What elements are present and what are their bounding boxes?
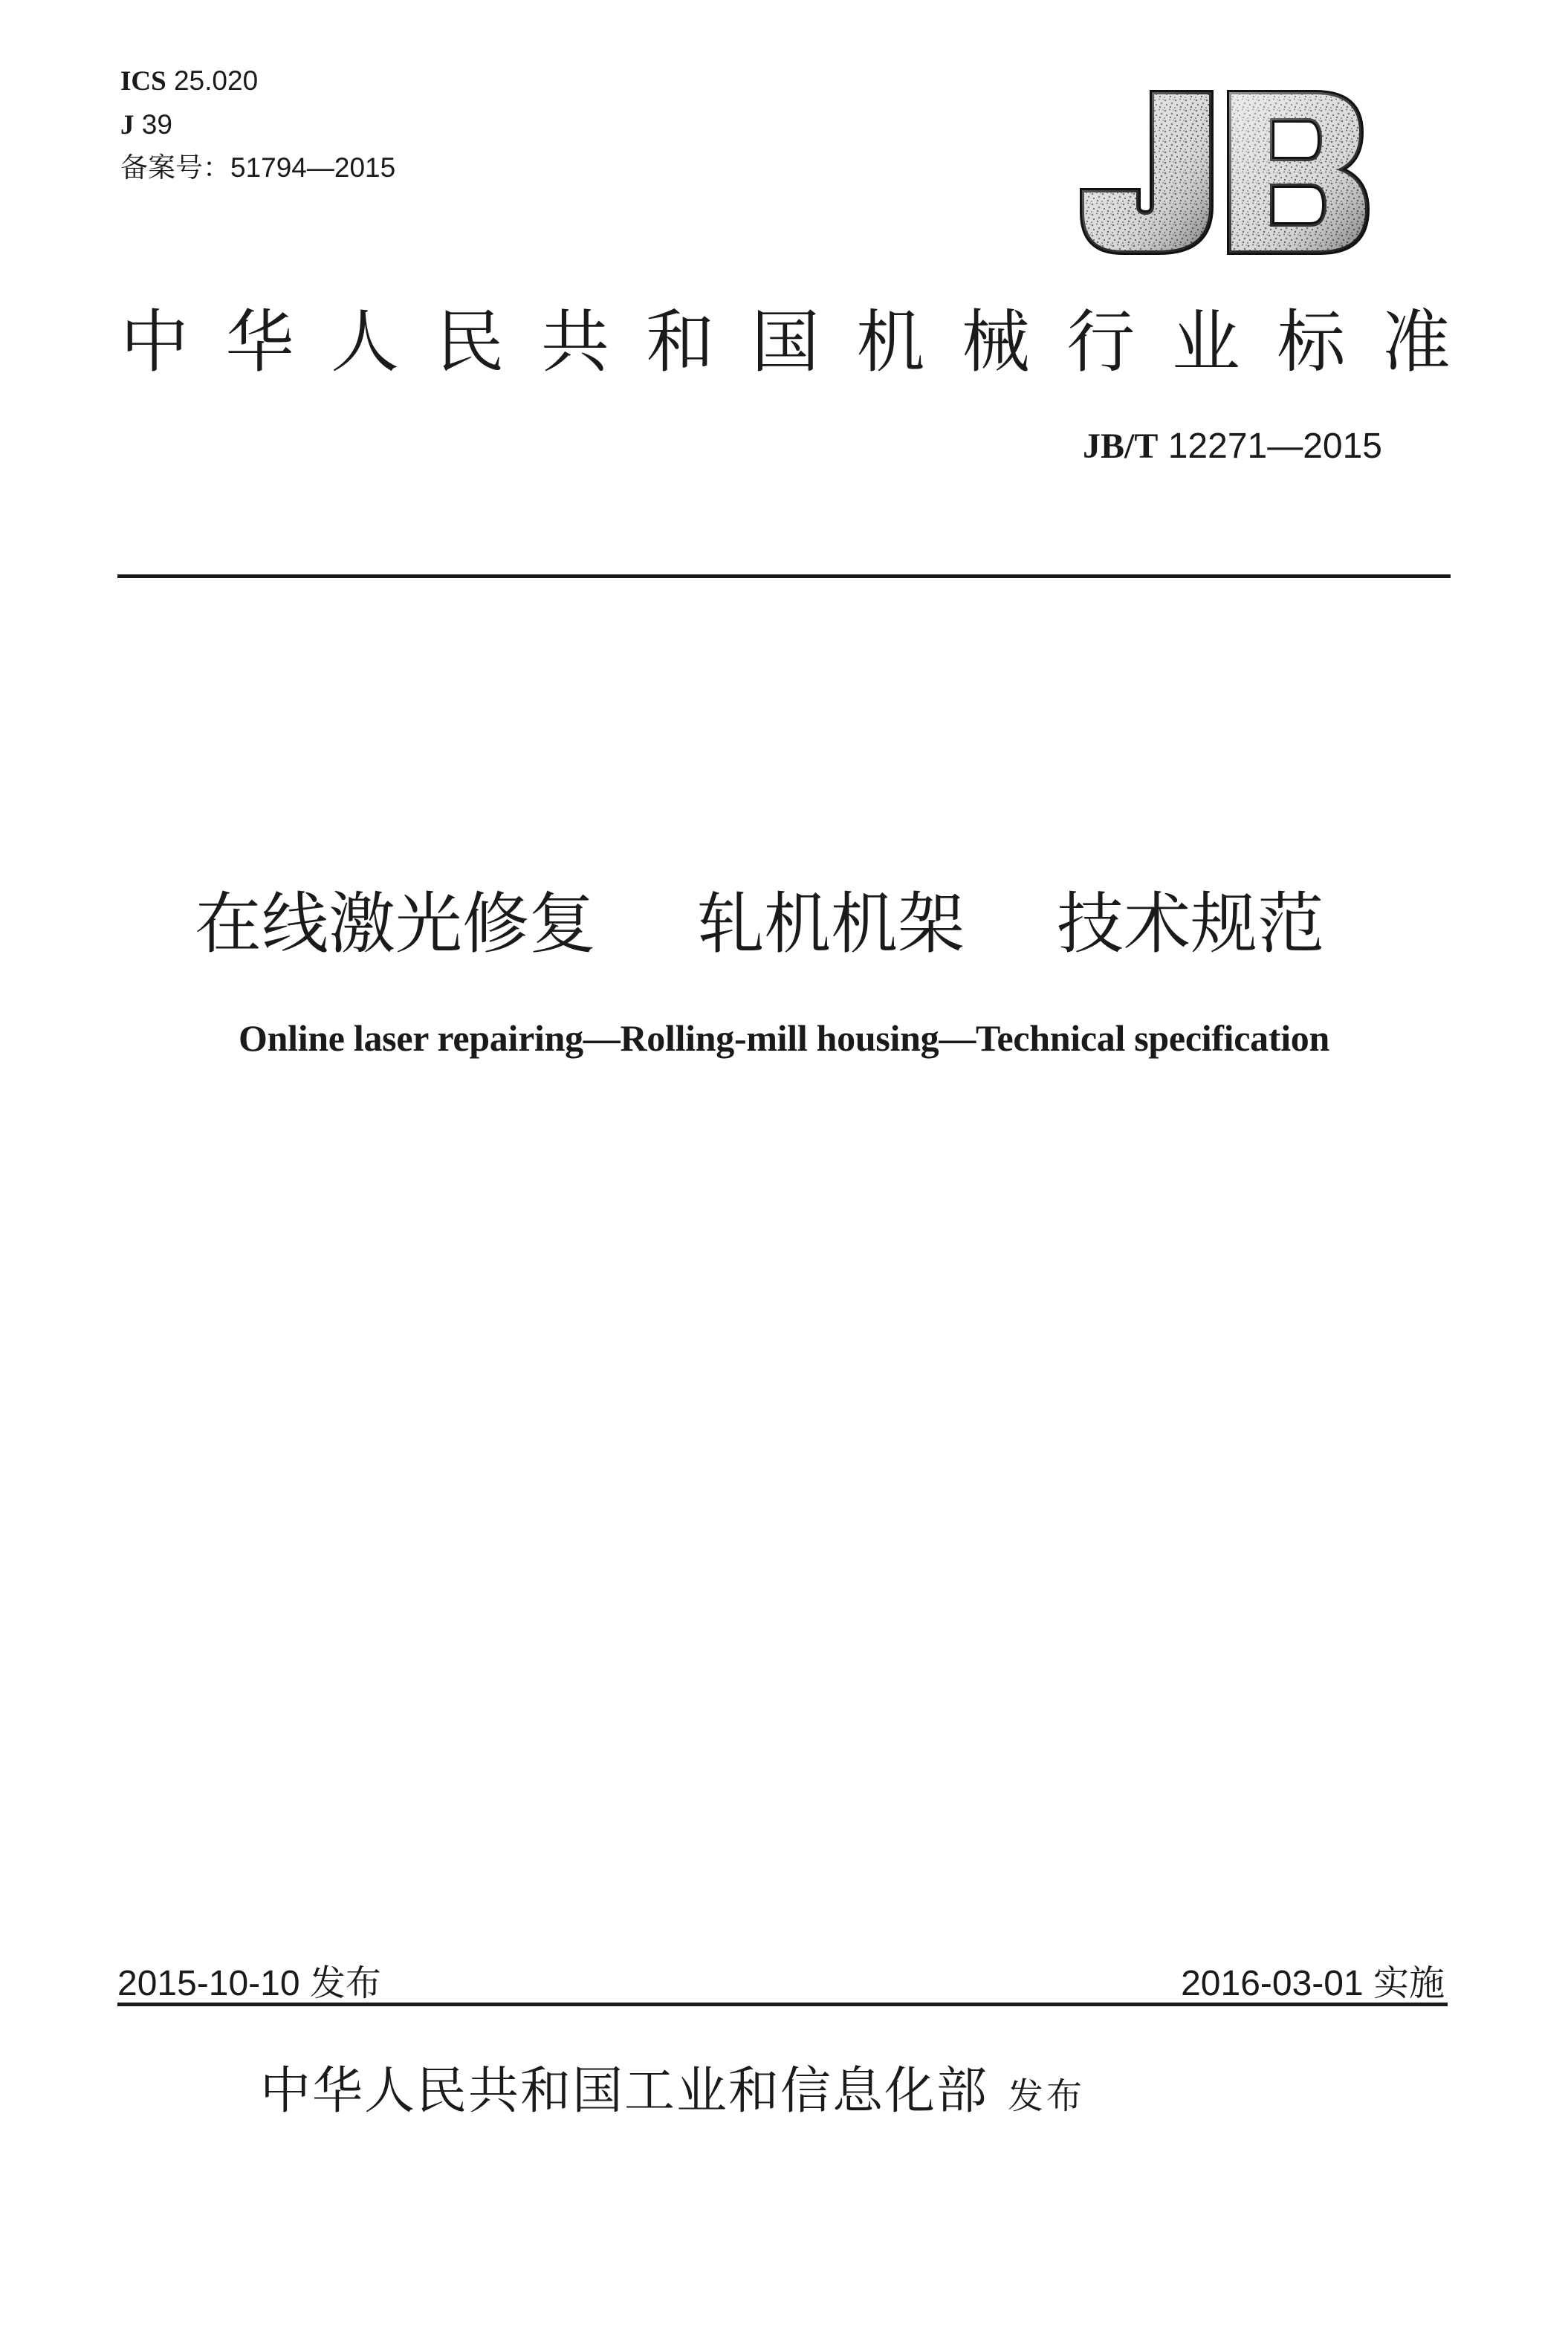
header-char: 业 <box>1171 302 1240 382</box>
header-char: 国 <box>751 302 820 382</box>
document-title-en: Online laser repairing—Rolling-mill housing—Technical specification <box>239 1017 1329 1059</box>
header-char: 共 <box>540 302 609 382</box>
standard-number <box>966 426 1382 467</box>
ics-number: 25.020 <box>173 65 259 96</box>
issue-label: 发布 <box>309 1962 381 2004</box>
ics-label: ICS <box>120 66 166 97</box>
implement-label: 实施 <box>1373 1962 1445 2004</box>
implement-date: 2016-03-01 <box>1181 1964 1364 2003</box>
publisher-suffix: 发布 <box>1008 2075 1086 2117</box>
header-divider <box>117 574 1451 578</box>
publisher-name: 中华人民共和国工业和信息化部 <box>260 2062 989 2121</box>
header-char: 人 <box>330 302 399 382</box>
header-char: 行 <box>1066 302 1135 382</box>
header-char: 中 <box>120 302 189 382</box>
standard-prefix: JB/T <box>1083 427 1159 466</box>
issue-date: 2015-10-10 <box>117 1964 300 2003</box>
publisher-line <box>260 2051 1085 2123</box>
jb-logo <box>1070 88 1375 259</box>
header-char: 和 <box>646 302 715 382</box>
issue-date-line <box>117 1954 381 2006</box>
filing-number: 51794—2015 <box>230 152 396 183</box>
filing-record <box>120 152 396 184</box>
ccs-label: J <box>120 110 135 140</box>
standard-category-title <box>120 296 1451 382</box>
title-cn-part-3: 技术规范 <box>1057 885 1324 963</box>
ccs-code <box>120 111 172 139</box>
footer-divider <box>117 2003 1448 2006</box>
standard-code: 12271—2015 <box>1167 427 1382 466</box>
filing-label: 备案号： <box>120 152 230 184</box>
header-char: 民 <box>435 302 505 382</box>
header-char: 械 <box>961 302 1030 382</box>
header-char: 标 <box>1277 302 1346 382</box>
implement-date-line <box>1181 1954 1445 2006</box>
title-cn-part-2: 轧机机架 <box>697 885 965 963</box>
header-char: 准 <box>1381 302 1451 382</box>
title-cn-part-1: 在线激光修复 <box>195 885 596 963</box>
header-char: 华 <box>225 302 294 382</box>
ccs-number: 39 <box>141 109 172 140</box>
header-char: 机 <box>856 302 925 382</box>
ics-code <box>120 67 258 95</box>
